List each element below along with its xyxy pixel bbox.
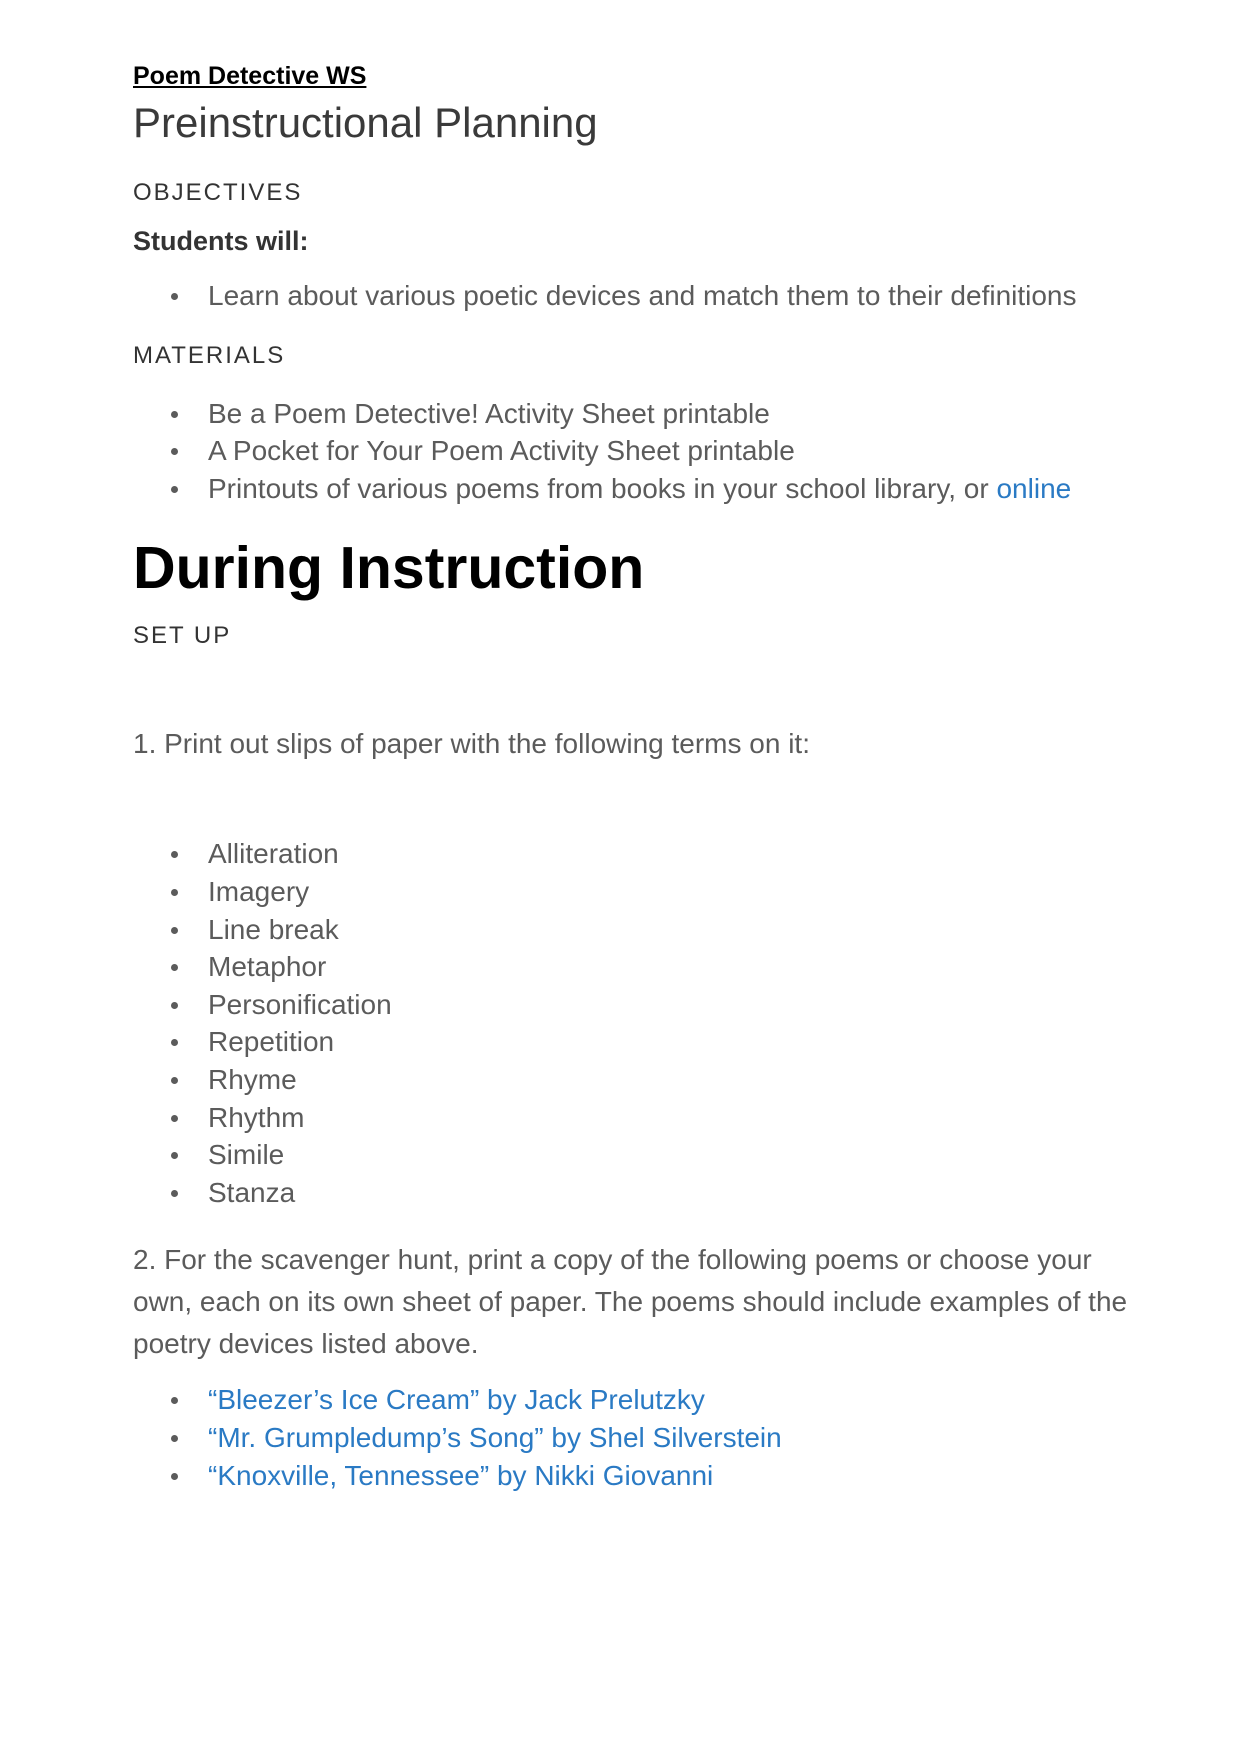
setup-label: SET UP xyxy=(133,622,232,650)
bullet-icon xyxy=(171,1115,178,1122)
list-item: Learn about various poetic devices and match them to their definitions xyxy=(133,277,1133,315)
document-title: Poem Detective WS xyxy=(133,62,367,90)
list-item xyxy=(133,1419,1133,1457)
poem-link[interactable]: “Mr. Grumpledump’s Song” by Shel Silverstein xyxy=(208,1421,782,1453)
bullet-icon xyxy=(171,411,178,418)
objectives-label: OBJECTIVES xyxy=(133,179,303,206)
list-item: Printouts of various poems from books in your school library, or online xyxy=(133,470,1133,508)
bullet-icon xyxy=(171,927,178,934)
bullet-icon xyxy=(171,964,178,971)
terms-list xyxy=(133,835,1133,1211)
poems-list xyxy=(133,1381,1133,1494)
list-item: Line break xyxy=(133,911,1133,949)
list-item: Alliteration xyxy=(133,835,1133,873)
bullet-icon xyxy=(171,851,178,858)
bullet-icon xyxy=(171,1077,178,1084)
list-item: Rhythm xyxy=(133,1099,1133,1137)
bullet-icon xyxy=(171,1397,178,1404)
bullet-icon xyxy=(171,1039,178,1046)
document-page xyxy=(133,60,1133,1494)
list-item: Imagery xyxy=(133,873,1133,911)
materials-label: MATERIALS xyxy=(133,341,286,369)
bullet-icon xyxy=(171,1002,178,1009)
bullet-icon xyxy=(171,1190,178,1197)
list-item: Repetition xyxy=(133,1023,1133,1061)
step-2-text: 2. For the scavenger hunt, print a copy of the following poems or choose your own, each on its own sheet of paper. The poems should include examples of the poetry devices listed above. xyxy=(133,1244,1128,1360)
list-item: Rhyme xyxy=(133,1061,1133,1099)
list-item xyxy=(133,1381,1133,1419)
objectives-list xyxy=(133,277,1133,315)
list-item: Metaphor xyxy=(133,948,1133,986)
bullet-icon xyxy=(171,486,178,493)
bullet-icon xyxy=(171,448,178,455)
students-will-label: Students will: xyxy=(133,226,309,256)
list-item: Simile xyxy=(133,1136,1133,1174)
bullet-icon xyxy=(171,1435,178,1442)
poem-link[interactable]: “Knoxville, Tennessee” by Nikki Giovanni xyxy=(208,1459,714,1491)
online-link[interactable]: online xyxy=(996,472,1072,504)
list-item: Be a Poem Detective! Activity Sheet printable xyxy=(133,395,1133,433)
preinstructional-heading: Preinstructional Planning xyxy=(133,99,598,146)
bullet-icon xyxy=(171,1152,178,1159)
poem-link[interactable]: “Bleezer’s Ice Cream” by Jack Prelutzky xyxy=(208,1384,705,1416)
bullet-icon xyxy=(171,293,178,300)
list-item xyxy=(133,1457,1133,1495)
bullet-icon xyxy=(171,1473,178,1480)
step-1-text: 1. Print out slips of paper with the following terms on it: xyxy=(133,728,810,760)
list-item: A Pocket for Your Poem Activity Sheet printable xyxy=(133,432,1133,470)
list-item: Personification xyxy=(133,986,1133,1024)
materials-list xyxy=(133,395,1133,508)
bullet-icon xyxy=(171,889,178,896)
list-item: Stanza xyxy=(133,1174,1133,1212)
during-instruction-heading: During Instruction xyxy=(133,535,645,602)
